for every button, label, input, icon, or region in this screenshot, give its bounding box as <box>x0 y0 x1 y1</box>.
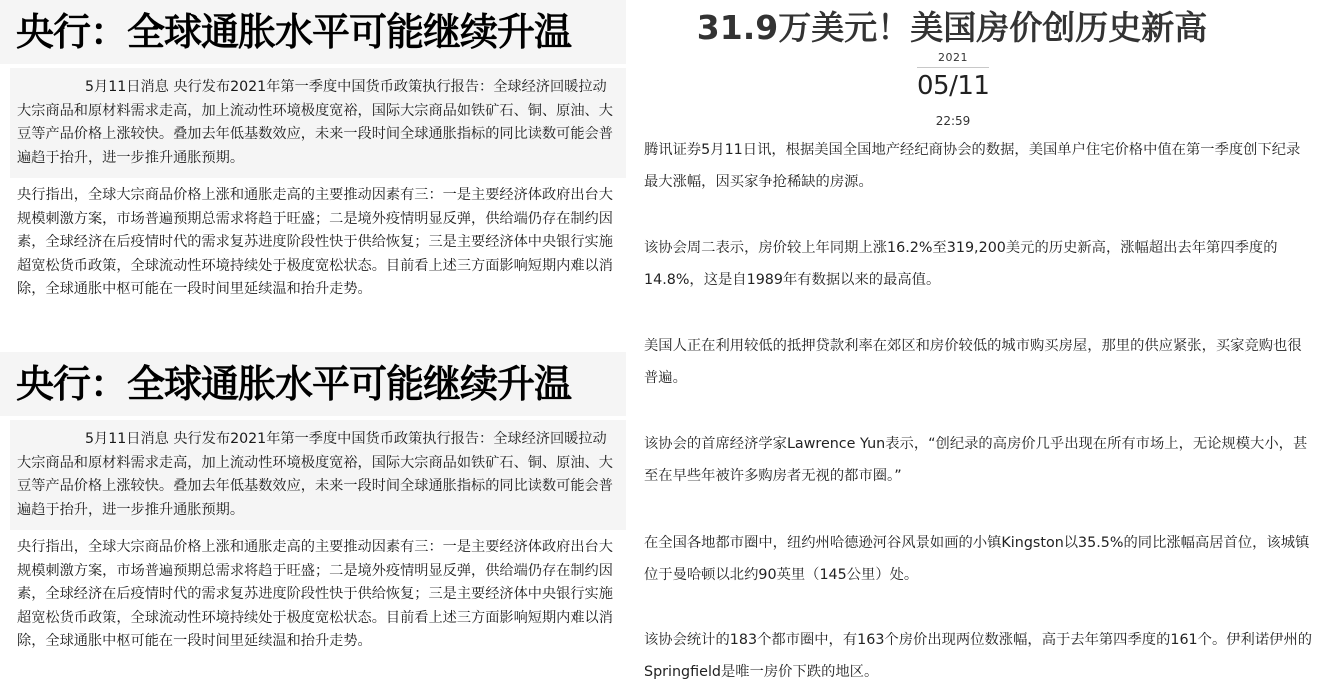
article-block-second <box>0 352 632 649</box>
article-block-first <box>0 0 632 297</box>
news-title: 31.9万美元！美国房价创历史新高 <box>696 8 1208 47</box>
article-headline: 央行：全球通胀水平可能继续升温 <box>16 10 572 54</box>
date-day: 05/11 <box>917 71 990 101</box>
article-lead-paragraph: 5月11日消息 央行发布2021年第一季度中国货币政策执行报告：全球经济回暖拉动大宗商品和原材料需求走高，加上流动性环境极度宽裕，国际大宗商品如铁矿石、铜、原油、大豆等产品价格上涨较快。叠加去年低基数效应，未来一段时间全球通胀指标的同比读数可能会普遍趋于抬升，进一步推升通胀预期。 <box>17 79 613 166</box>
date-divider <box>917 67 989 68</box>
left-article-column <box>0 0 632 693</box>
date-time: 22:59 <box>935 114 971 128</box>
date-year: 2021 <box>938 51 968 64</box>
article-body-paragraph: 央行指出，全球大宗商品价格上涨和通胀走高的主要推动因素有三：一是主要经济体政府出台大规模刺激方案，市场普遍预期总需求将趋于旺盛；二是境外疫情明显反弹，供给端仍存在制约因素，全球经济在后疫情时代的需求复苏进度阶段性快于供给恢复；三是主要经济体中央银行实施超宽松货币政策，全球流动性环境持续处于极度宽松状态。目前看上述三方面影响短期内难以消除，全球通胀中枢可能在一段时间里延续温和抬升走势。 <box>17 187 613 297</box>
headline-band <box>0 0 626 64</box>
news-paragraph: 腾讯证券5月11日讯，根据美国全国地产经纪商协会的数据，美国单户住宅价格中值在第一季度创下纪录最大涨幅，因买家争抢稀缺的房源。 <box>644 142 1301 190</box>
news-paragraph: 该协会统计的183个都市圈中，有163个房价出现两位数涨幅，高于去年第四季度的161个。伊利诺伊州的Springfield是唯一房价下跌的地区。 <box>644 632 1313 680</box>
news-paragraph: 在全国各地都市圈中，纽约州哈德逊河谷风景如画的小镇Kingston以35.5%的同比涨幅高居首位，该城镇位于曼哈顿以北约90英里（145公里）处。 <box>644 535 1310 583</box>
news-paragraph: 美国人正在利用较低的抵押贷款利率在郊区和房价较低的城市购买房屋，那里的供应紧张，买家竞购也很普遍。 <box>644 338 1302 386</box>
headline-band <box>0 352 626 416</box>
right-article-column <box>641 0 1320 693</box>
article-body-paragraph: 央行指出，全球大宗商品价格上涨和通胀走高的主要推动因素有三：一是主要经济体政府出台大规模刺激方案，市场普遍预期总需求将趋于旺盛；二是境外疫情明显反弹，供给端仍存在制约因素，全球经济在后疫情时代的需求复苏进度阶段性快于供给恢复；三是主要经济体中央银行实施超宽松货币政策，全球流动性环境持续处于极度宽松状态。目前看上述三方面影响短期内难以消除，全球通胀中枢可能在一段时间里延续温和抬升走势。 <box>17 539 613 649</box>
publish-date-stamp <box>917 50 989 130</box>
news-paragraph: 该协会周二表示，房价较上年同期上涨16.2%至319,200美元的历史新高，涨幅超出去年第四季度的14.8%，这是自1989年有数据以来的最高值。 <box>644 240 1278 288</box>
article-lead-paragraph: 5月11日消息 央行发布2021年第一季度中国货币政策执行报告：全球经济回暖拉动大宗商品和原材料需求走高，加上流动性环境极度宽裕，国际大宗商品如铁矿石、铜、原油、大豆等产品价格上涨较快。叠加去年低基数效应，未来一段时间全球通胀指标的同比读数可能会普遍趋于抬升，进一步推升通胀预期。 <box>17 431 613 518</box>
article-headline: 央行：全球通胀水平可能继续升温 <box>16 362 572 406</box>
news-paragraph: 该协会的首席经济学家Lawrence Yun表示，“创纪录的高房价几乎出现在所有市场上，无论规模大小，甚至在早些年被许多购房者无视的都市圈。” <box>644 436 1308 484</box>
